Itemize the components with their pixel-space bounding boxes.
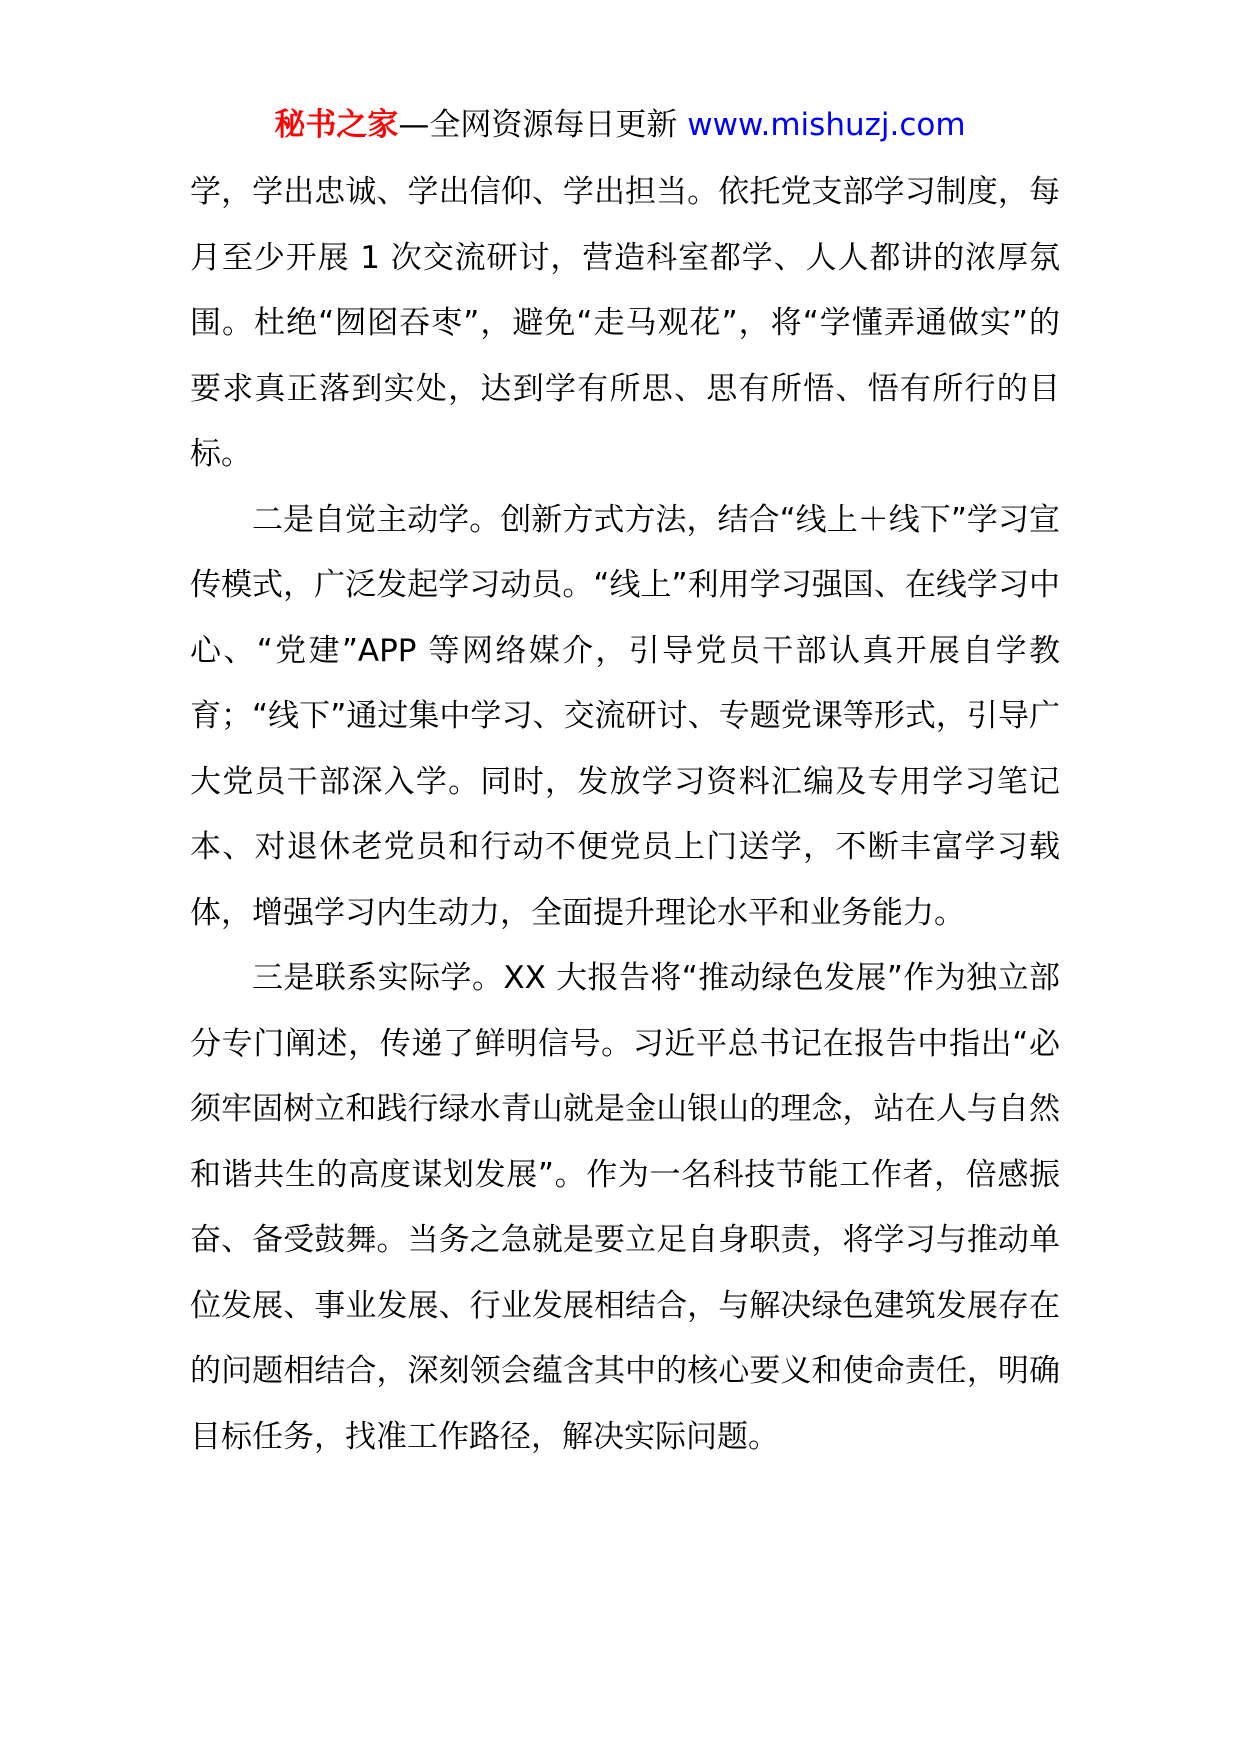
site-brand: 秘书之家 [274, 107, 399, 143]
site-url-link[interactable]: www.mishuzj.com [687, 107, 966, 143]
page-header [0, 100, 1240, 150]
paragraph-proactive-study: 二是自觉主动学。创新方式方法，结合“线上＋线下”学习宣传模式，广泛发起学习动员。“线上”利用学习强国、在线学习中心、“党建”APP 等网络媒介，引导党员干部认真开展自学教育；“线下”通过集中学习、交流研讨、专题党课等形式，引导广大党员干部深入学。同时，发放学习资料汇编及专用学习笔记本、对退休老党员和行动不便党员上门送学，不断丰富学习载体，增强学习内生动力，全面提升理论水平和业务能力。 [190, 501, 1060, 931]
paragraph-practical-study: 三是联系实际学。XX 大报告将“推动绿色发展”作为独立部分专门阐述，传递了鲜明信号。习近平总书记在报告中指出“必须牢固树立和践行绿水青山就是金山银山的理念，站在人与自然和谐共生的高度谋划发展”。作为一名科技节能工作者，倍感振奋、备受鼓舞。当务之急就是要立足自身职责，将学习与推动单位发展、事业发展、行业发展相结合，与解决绿色建筑发展存在的问题相结合，深刻领会蕴含其中的核心要义和使命责任，明确目标任务，找准工作路径，解决实际问题。 [190, 960, 1060, 1455]
document-body [190, 160, 1060, 1470]
paragraph-continuation: 学，学出忠诚、学出信仰、学出担当。依托党支部学习制度，每月至少开展 1 次交流研讨，营造科室都学、人人都讲的浓厚氛围。杜绝“囫囵吞枣”，避免“走马观花”，将“学懂弄通做实”的要求真正落到实处，达到学有所思、思有所悟、悟有所行的目标。 [190, 174, 1060, 472]
site-tagline: —全网资源每日更新 [398, 107, 688, 143]
